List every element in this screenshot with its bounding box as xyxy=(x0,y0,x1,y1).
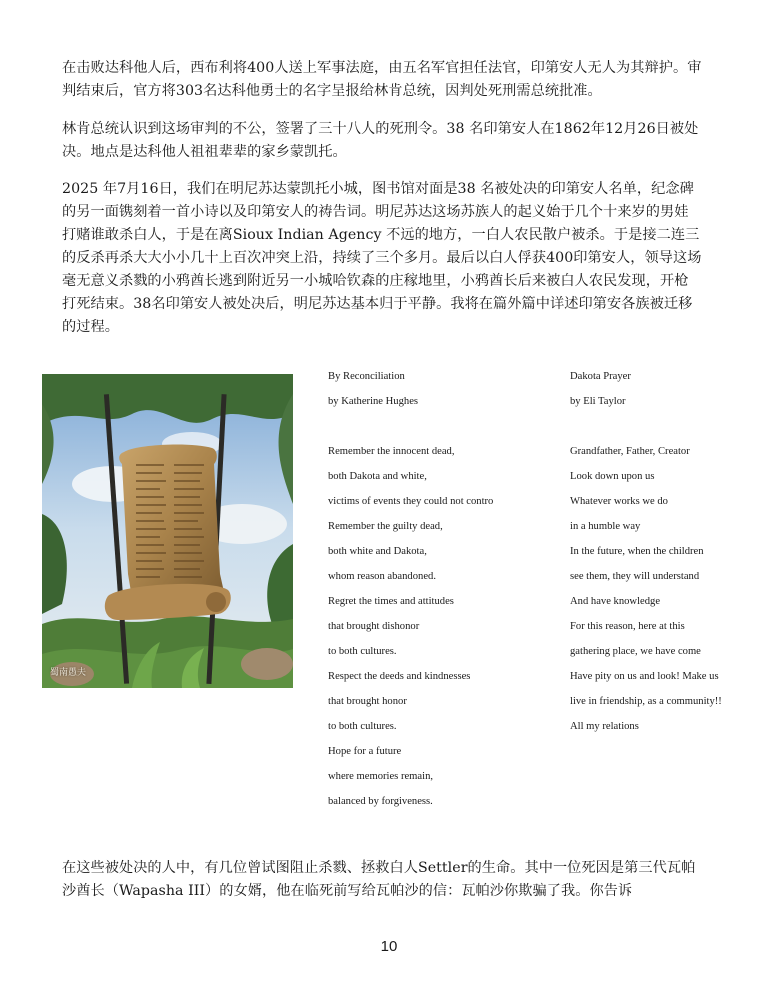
poem-line: to both cultures. xyxy=(328,646,397,657)
poem-title: By Reconciliation xyxy=(328,371,405,382)
poem-line: Have pity on us and look! Make us xyxy=(570,671,719,682)
poem-line: Grandfather, Father, Creator xyxy=(570,446,690,457)
poem-line: Respect the deeds and kindnesses xyxy=(328,671,471,682)
photo-watermark: 蜀南愚夫 xyxy=(50,668,87,678)
poem-author: by Eli Taylor xyxy=(570,396,626,407)
poem-line: that brought honor xyxy=(328,696,407,707)
poem-line: balanced by forgiveness. xyxy=(328,796,433,807)
poem-line: All my relations xyxy=(570,721,639,732)
page-number: 10 xyxy=(380,938,398,955)
paragraph-mankato-visit: 2025 年7月16日，我们在明尼苏达蒙凯托小城，图书馆对面是38 名被处决的印第安人名单，纪念碑的另一面镌刻着一首小诗以及印第安人的祷告词。明尼苏达这场苏族人的起义始于几个十来岁的男娃打赌谁敢杀白人，于是在离Sioux Indian Agency 不远的地方，一白人农民散户被杀。于是接二连三的反杀再杀大大小小几十上百次冲突上沿，持续了三个多月。最后以白人俘获400印第安人，领导这场毫无意义杀戮的小鸦酋长逃到附近另一小城哈钦森的庄稼地里，小鸦酋长后来被白人农民发现，开枪打死结束。38名印第安人被处决后，明尼苏达基本归于平静。我将在篇外篇中详述印第安各族被迁移的过程。 xyxy=(62,181,702,335)
poem-line: gathering place, we have come xyxy=(570,646,701,657)
poem-line: Remember the guilty dead, xyxy=(328,521,443,532)
poem-line: live in friendship, as a community!! xyxy=(570,696,722,707)
poem-line: where memories remain, xyxy=(328,771,434,782)
poem-line: Look down upon us xyxy=(570,471,655,482)
poem-author: by Katherine Hughes xyxy=(328,396,419,407)
memorial-scroll-illustration xyxy=(42,374,293,688)
poem-reconciliation xyxy=(328,371,493,821)
poem-line: see them, they will understand xyxy=(570,571,700,582)
paragraph-execution: 林肯总统认识到这场审判的不公，签署了三十八人的死刑令。38 名印第安人在1862年12月26日被处决。地点是达科他人祖祖辈辈的家乡蒙凯托。 xyxy=(62,121,699,160)
poem-line: in a humble way xyxy=(570,521,641,532)
poem-dakota-prayer xyxy=(570,371,722,746)
poem-line: that brought dishonor xyxy=(328,621,420,632)
poem-line: victims of events they could not contro xyxy=(328,496,494,507)
poem-line: Regret the times and attitudes xyxy=(328,596,454,607)
poem-line: Hope for a future xyxy=(328,746,402,757)
poem-line: to both cultures. xyxy=(328,721,397,732)
paragraph-wapasha: 在这些被处决的人中，有几位曾试图阻止杀戮、拯救白人Settler的生命。其中一位死因是第三代瓦帕沙酋长（Wapasha III）的女婿，他在临死前写给瓦帕沙的信：瓦帕沙你欺骗了我。你告诉 xyxy=(62,860,696,899)
memorial-scroll-photo xyxy=(42,374,293,688)
poem-line: And have knowledge xyxy=(570,596,661,607)
poem-line: Whatever works we do xyxy=(570,496,668,507)
poem-line: both white and Dakota, xyxy=(328,546,427,557)
poem-line: In the future, when the children xyxy=(570,546,704,557)
paragraph-trial: 在击败达科他人后，西布利将400人送上军事法庭，由五名军官担任法官，印第安人无人为其辩护。审判结束后，官方将303名达科他勇士的名字呈报给林肯总统，因判处死刑需总统批准。 xyxy=(62,60,702,99)
poem-line: For this reason, here at this xyxy=(570,621,685,632)
poem-line: whom reason abandoned. xyxy=(328,571,436,582)
poem-title: Dakota Prayer xyxy=(570,371,631,382)
poem-line: both Dakota and white, xyxy=(328,471,427,482)
poem-line: Remember the innocent dead, xyxy=(328,446,455,457)
